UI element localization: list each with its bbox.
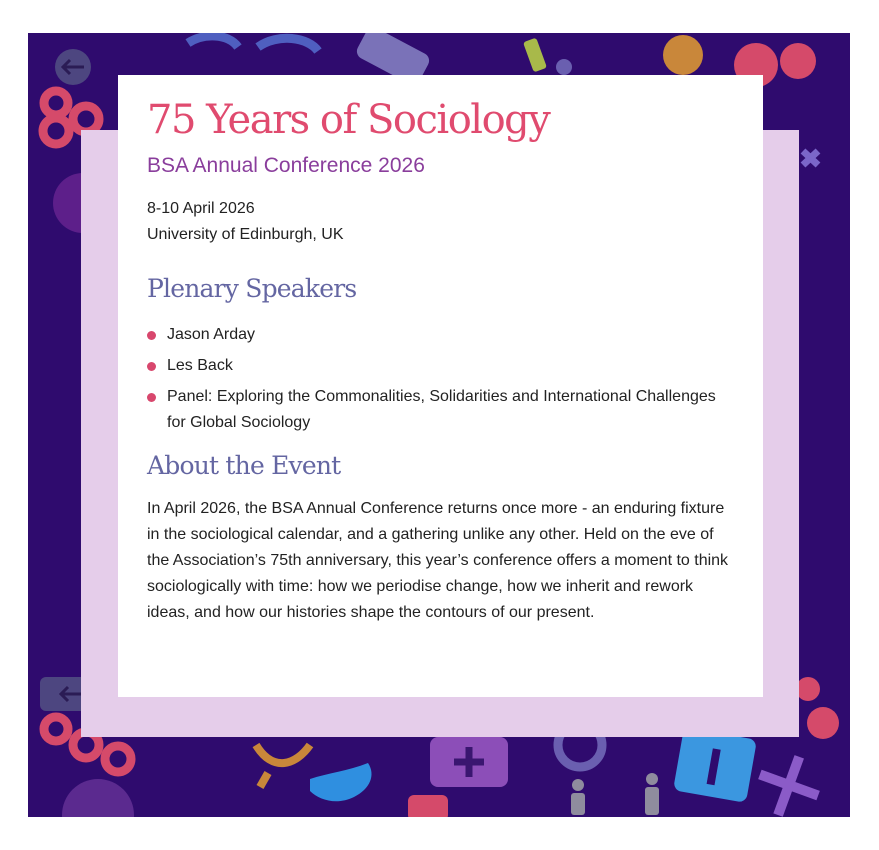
medical-kit-icon (430, 737, 508, 787)
cross-mark-icon (749, 746, 828, 817)
person-figure-icon (571, 773, 659, 815)
bullet-dot-icon (147, 331, 156, 340)
hand-fist-icon (408, 795, 448, 817)
back-arrow-icon (55, 49, 91, 85)
event-venue: University of Edinburgh, UK (147, 226, 344, 243)
event-subtitle: BSA Annual Conference 2026 (147, 154, 425, 177)
event-details (147, 196, 733, 248)
chain-link-icon-bottom (256, 745, 310, 787)
close-x-icon (803, 151, 818, 165)
pencil-icon (523, 38, 572, 75)
speaker-name: Panel: Exploring the Commonalities, Solidarities and International Challenges for Global Sociology (167, 388, 716, 431)
facebook-tile-icon (673, 727, 757, 803)
logo-badge-icon (62, 779, 134, 817)
event-title: 75 Years of Sociology (147, 97, 550, 143)
list-item (147, 384, 733, 436)
bullet-dot-icon (147, 362, 156, 371)
about-description: In April 2026, the BSA Annual Conference returns once more - an enduring fixture in the sociological calendar, and a gathering unlike any other. Held on the eve of the Association’s 75th anniversary, this year’s conference offers a moment to think sociologically with time: how we periodise change, how we inherit and rework ideas, and how our histories shape the contours of our present. (147, 500, 729, 621)
about-heading: About the Event (147, 451, 341, 480)
speech-bubble-icon (663, 35, 703, 75)
speaker-name: Jason Arday (167, 326, 256, 343)
chain-link-icon (188, 36, 318, 51)
list-item (147, 322, 733, 348)
venn-circles-icon-bottom (796, 677, 839, 739)
twitter-bird-icon (310, 763, 372, 801)
event-dates: 8-10 April 2026 (147, 200, 255, 217)
bullet-dot-icon (147, 393, 156, 402)
event-card (118, 75, 763, 697)
plenary-speaker-list (147, 322, 733, 436)
speaker-name: Les Back (167, 357, 233, 374)
list-item (147, 353, 733, 379)
plenary-heading: Plenary Speakers (147, 274, 357, 303)
